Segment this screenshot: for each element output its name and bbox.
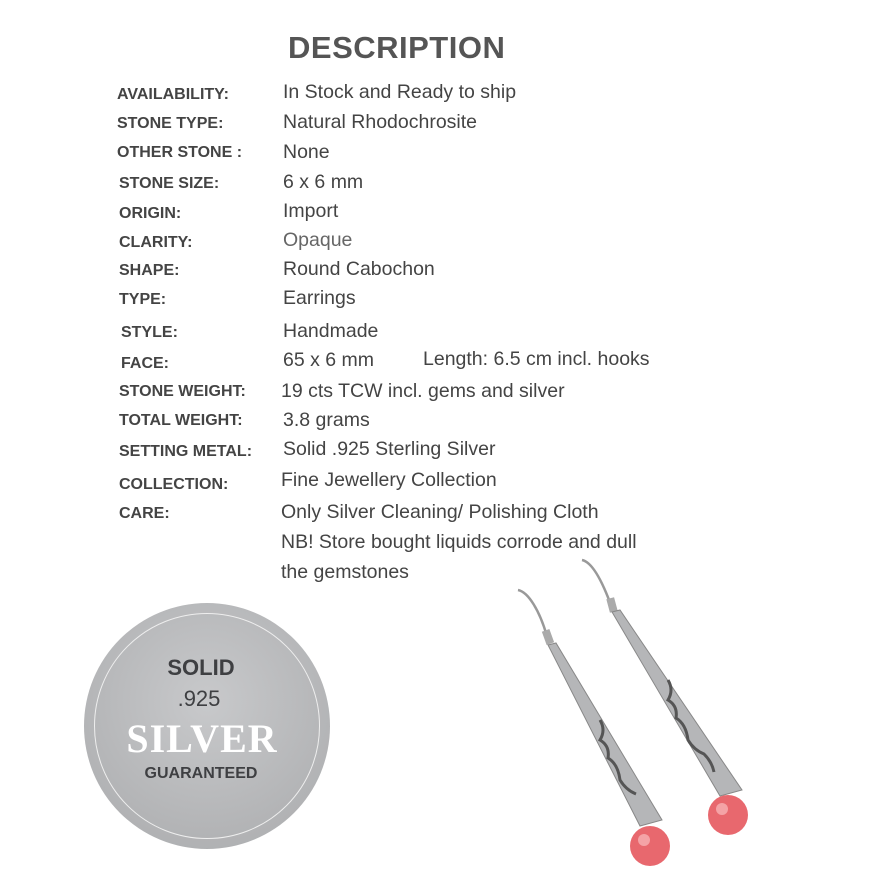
spec-value: Natural Rhodochrosite <box>283 111 478 133</box>
spec-label: SETTING METAL: <box>119 443 253 460</box>
spec-value: Solid .925 Sterling Silver <box>283 438 496 460</box>
spec-label: CLARITY: <box>119 234 193 251</box>
spec-label: ORIGIN: <box>119 205 182 222</box>
spec-value: Handmade <box>283 320 379 342</box>
spec-label: OTHER STONE : <box>117 144 243 161</box>
spec-value: 6 x 6 mm <box>283 171 364 193</box>
right-earring <box>582 560 748 835</box>
spec-label: STYLE: <box>121 324 178 341</box>
spec-value-line2: NB! Store bought liquids corrode and dull <box>281 531 637 553</box>
spec-value: Import <box>283 200 339 222</box>
page-title: DESCRIPTION <box>288 30 506 65</box>
spec-value: 3.8 grams <box>283 409 370 431</box>
spec-value: Opaque <box>283 229 353 251</box>
spec-value-line3: the gemstones <box>281 561 409 583</box>
spec-value: Round Cabochon <box>283 258 435 280</box>
spec-label: FACE: <box>121 355 169 372</box>
left-earring <box>518 590 670 866</box>
spec-value: Fine Jewellery Collection <box>281 469 497 491</box>
right-stone <box>708 795 748 835</box>
spec-label: TOTAL WEIGHT: <box>119 412 243 429</box>
badge-925: .925 <box>177 686 221 711</box>
badge-silver: SILVER <box>126 716 278 761</box>
spec-label: STONE TYPE: <box>117 115 224 132</box>
spec-value: Earrings <box>283 287 356 309</box>
spec-label: AVAILABILITY: <box>117 86 229 103</box>
spec-value: Only Silver Cleaning/ Polishing Cloth <box>281 501 599 523</box>
spec-value: None <box>283 141 330 163</box>
spec-label: SHAPE: <box>119 262 180 279</box>
spec-value: 65 x 6 mm <box>283 349 375 371</box>
spec-label: STONE WEIGHT: <box>119 383 246 400</box>
badge-solid: SOLID <box>167 655 235 680</box>
spec-value: In Stock and Ready to ship <box>283 81 517 103</box>
spec-label: TYPE: <box>119 291 167 308</box>
spec-label: COLLECTION: <box>119 476 229 493</box>
spec-label: CARE: <box>119 505 170 522</box>
spec-value: 19 cts TCW incl. gems and silver <box>281 380 565 402</box>
left-stone <box>630 826 670 866</box>
badge-guaranteed: GUARANTEED <box>144 765 258 782</box>
spec-value-length: Length: 6.5 cm incl. hooks <box>423 348 650 370</box>
spec-label: STONE SIZE: <box>119 175 220 192</box>
